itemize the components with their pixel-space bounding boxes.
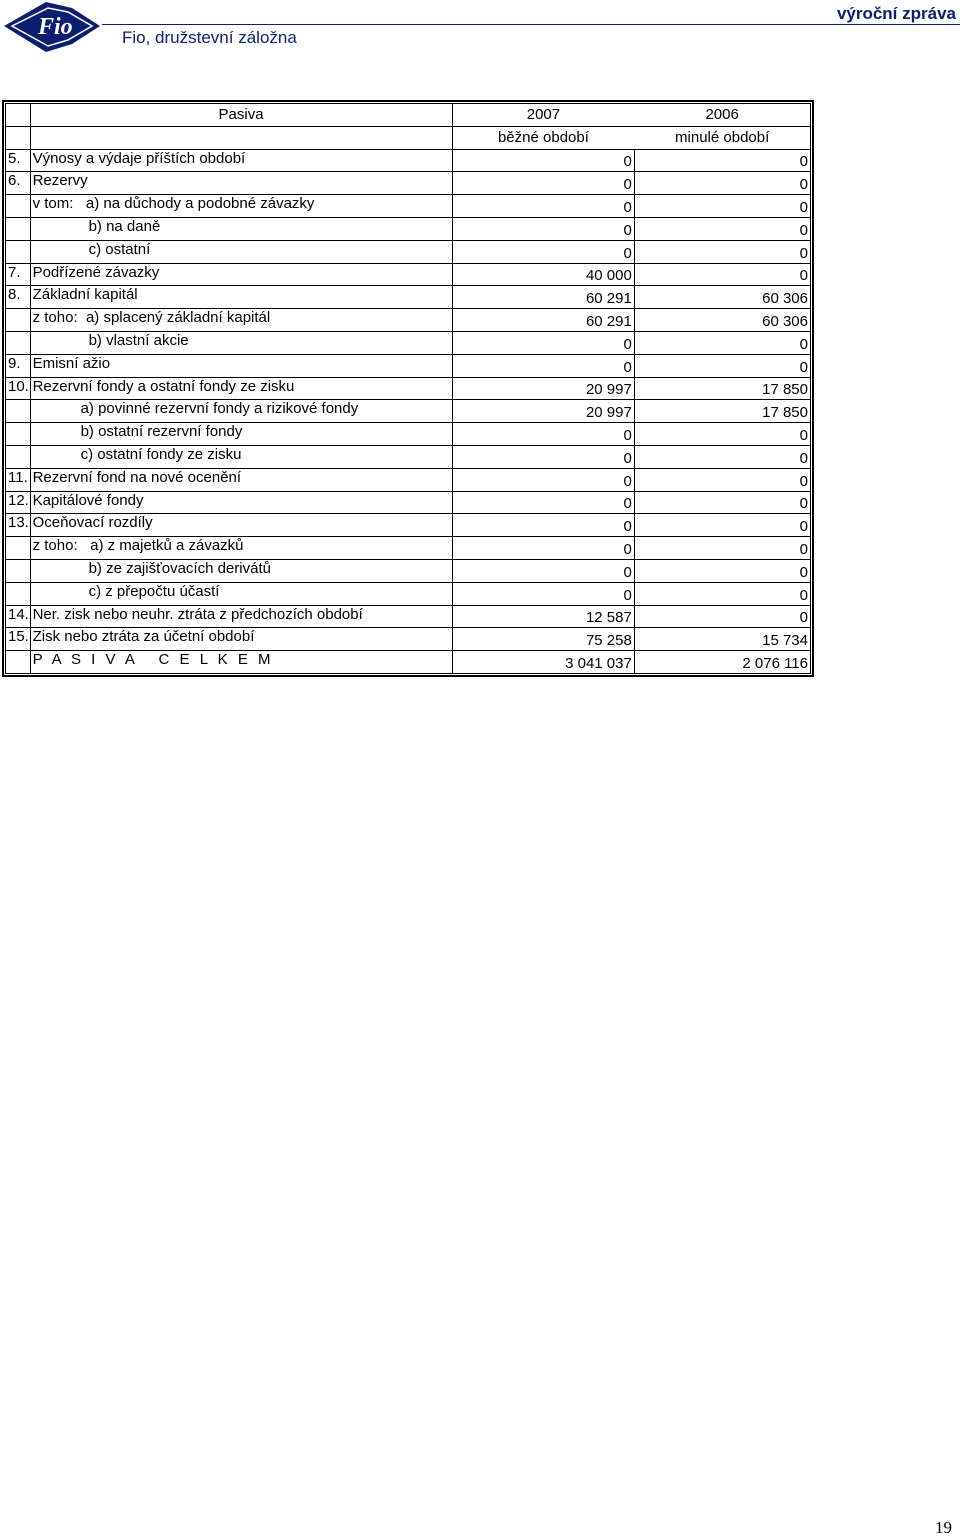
row-number [6,651,31,674]
value-2007: 0 [452,149,634,172]
row-label: Zisk nebo ztráta za účetní období [32,628,255,646]
value-2006: 2 076 116 [634,651,810,674]
value-2006: 0 [634,559,810,582]
table-row [6,605,811,628]
row-label-cell [30,559,452,582]
row-number: 11. [6,468,31,491]
liabilities-table [5,103,811,674]
row-number [6,331,31,354]
column-subheader-current: běžné období [452,126,634,149]
table-row [6,514,811,537]
table-row [6,354,811,377]
value-2007: 0 [452,217,634,240]
table-row [6,195,811,218]
row-label-cell [30,582,452,605]
header-rule [102,24,960,25]
value-2007: 0 [452,559,634,582]
row-label: Rezervní fondy a ostatní fondy ze zisku [32,377,295,395]
table-row [6,445,811,468]
row-label-cell [30,286,452,309]
row-number [6,195,31,218]
table-row [6,468,811,491]
value-2006: 0 [634,445,810,468]
row-number: 7. [6,263,31,286]
header-row [6,104,811,127]
row-number [6,559,31,582]
table-row [6,400,811,423]
row-label: v tom: a) na důchody a podobné závazky [32,195,315,213]
value-2007: 20 997 [452,377,634,400]
row-label: Výnosy a výdaje příštích období [32,149,246,167]
value-2006: 0 [634,514,810,537]
row-label-cell [30,217,452,240]
row-label-cell [30,651,452,674]
value-2006: 0 [634,491,810,514]
row-label: Ner. zisk nebo neuhr. ztráta z předchozích období [32,605,363,623]
row-label: Podřízené závazky [32,263,160,281]
value-2007: 0 [452,582,634,605]
value-2007: 0 [452,514,634,537]
row-number [6,240,31,263]
value-2006: 0 [634,354,810,377]
row-number: 6. [6,172,31,195]
row-label-cell [30,537,452,560]
table-row [6,172,811,195]
row-label: b) na daně [88,217,161,235]
row-label: z toho: a) splacený základní kapitál [32,309,271,327]
value-2006: 60 306 [634,286,810,309]
row-label-cell [30,468,452,491]
row-label: P A S I V A C E L K E M [32,651,274,669]
row-label: a) povinné rezervní fondy a rizikové fondy [80,400,359,418]
page-number: 19 [935,1518,952,1537]
row-label-cell [30,445,452,468]
value-2007: 0 [452,240,634,263]
row-number [6,445,31,468]
column-header-2007: 2007 [452,104,634,127]
table-title: Pasiva [30,104,452,127]
value-2007: 0 [452,537,634,560]
row-label-cell [30,628,452,651]
value-2006: 0 [634,172,810,195]
value-2006: 0 [634,149,810,172]
row-label-cell [30,514,452,537]
row-number: 14. [6,605,31,628]
row-number [6,309,31,332]
value-2007: 60 291 [452,286,634,309]
value-2006: 0 [634,605,810,628]
value-2006: 0 [634,195,810,218]
column-subheader-previous: minulé období [634,126,810,149]
row-label: Kapitálové fondy [32,491,144,509]
row-label-cell [30,400,452,423]
row-label-cell [30,331,452,354]
row-number: 15. [6,628,31,651]
row-label-cell [30,605,452,628]
table-row [6,628,811,651]
value-2007: 40 000 [452,263,634,286]
balance-sheet-frame [2,100,814,677]
value-2007: 3 041 037 [452,651,634,674]
row-label: b) ostatní rezervní fondy [80,423,243,441]
table-row [6,559,811,582]
table-row [6,149,811,172]
row-number: 5. [6,149,31,172]
value-2006: 0 [634,423,810,446]
row-label: Oceňovací rozdíly [32,514,153,532]
row-label: c) z přepočtu účastí [88,582,220,600]
subheader-row [6,126,811,149]
row-label-cell [30,423,452,446]
row-label: b) ze zajišťovacích derivátů [88,559,271,577]
table-row [6,240,811,263]
row-label: c) ostatní fondy ze zisku [80,445,242,463]
row-number [6,400,31,423]
cell-empty [6,104,31,127]
value-2007: 75 258 [452,628,634,651]
value-2006: 17 850 [634,377,810,400]
row-label-cell [30,149,452,172]
row-label-cell [30,263,452,286]
table-row [6,263,811,286]
value-2007: 0 [452,423,634,446]
row-label: Základní kapitál [32,286,138,304]
value-2007: 12 587 [452,605,634,628]
value-2006: 0 [634,468,810,491]
row-label: Rezervy [32,172,88,190]
row-number: 9. [6,354,31,377]
row-number [6,217,31,240]
value-2007: 0 [452,491,634,514]
table-row [6,377,811,400]
row-label: b) vlastní akcie [88,331,189,349]
value-2006: 0 [634,240,810,263]
table-row [6,331,811,354]
company-name: Fio, družstevní záložna [122,28,297,47]
table-row [6,423,811,446]
value-2007: 60 291 [452,309,634,332]
value-2007: 0 [452,195,634,218]
row-label: c) ostatní [88,240,151,258]
value-2006: 0 [634,331,810,354]
row-label-cell [30,172,452,195]
row-number: 8. [6,286,31,309]
row-number [6,582,31,605]
row-label-cell [30,195,452,218]
value-2006: 0 [634,582,810,605]
value-2006: 0 [634,217,810,240]
value-2007: 20 997 [452,400,634,423]
value-2007: 0 [452,445,634,468]
value-2006: 0 [634,263,810,286]
row-label: Rezervní fond na nové ocenění [32,468,242,486]
value-2006: 15 734 [634,628,810,651]
cell-empty [6,126,31,149]
row-number: 12. [6,491,31,514]
row-label-cell [30,240,452,263]
row-number: 13. [6,514,31,537]
value-2007: 0 [452,172,634,195]
row-number: 10. [6,377,31,400]
value-2006: 60 306 [634,309,810,332]
row-label: Emisní ažio [32,354,111,372]
table-row [6,537,811,560]
table-row [6,491,811,514]
table-row [6,309,811,332]
row-number [6,423,31,446]
page-header [0,0,960,60]
value-2007: 0 [452,331,634,354]
logo-text: Fio [38,14,73,40]
fio-logo [2,0,102,54]
value-2006: 0 [634,537,810,560]
row-label-cell [30,354,452,377]
table-row [6,582,811,605]
column-header-2006: 2006 [634,104,810,127]
table-row [6,286,811,309]
row-label: z toho: a) z majetků a závazků [32,537,244,555]
value-2007: 0 [452,354,634,377]
table-row [6,217,811,240]
table-row [6,651,811,674]
cell-empty [30,126,452,149]
value-2007: 0 [452,468,634,491]
report-title: výroční zpráva [836,4,956,23]
row-number [6,537,31,560]
value-2006: 17 850 [634,400,810,423]
row-label-cell [30,491,452,514]
row-label-cell [30,377,452,400]
row-label-cell [30,309,452,332]
